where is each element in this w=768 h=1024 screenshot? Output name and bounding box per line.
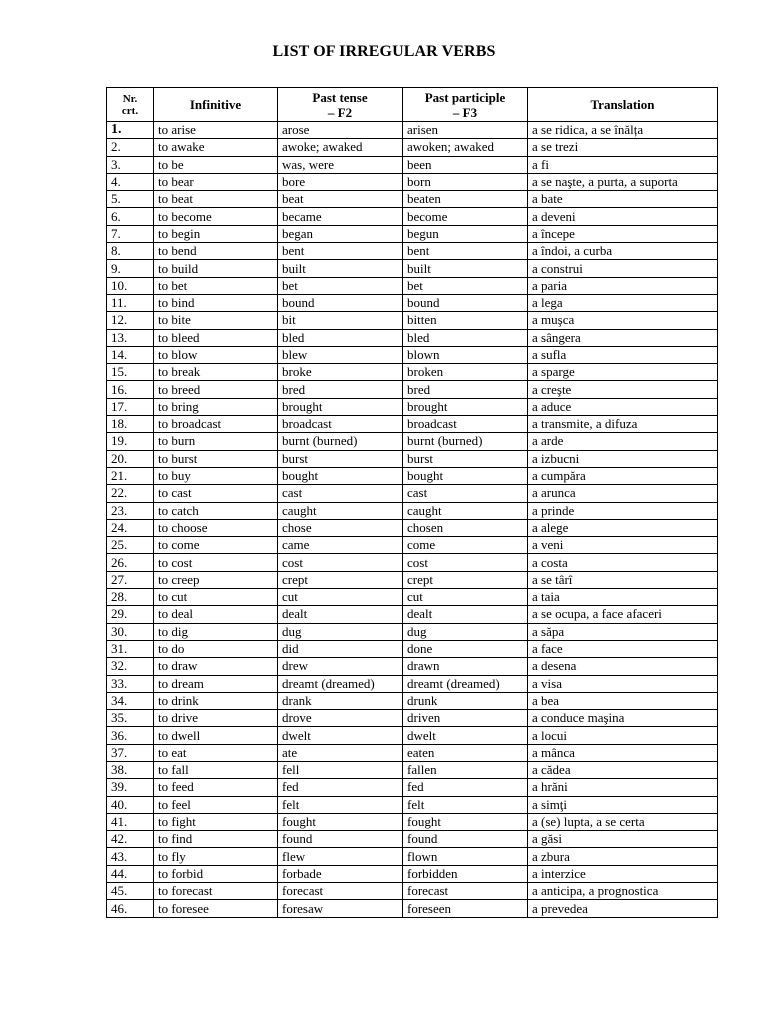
cell-nr: 8. <box>107 243 154 260</box>
cell-infinitive: to dream <box>154 675 278 692</box>
cell-infinitive: to forbid <box>154 865 278 882</box>
cell-infinitive: to become <box>154 208 278 225</box>
cell-translation: a face <box>528 640 718 657</box>
cell-translation: a hrăni <box>528 779 718 796</box>
cell-past-participle: cut <box>403 589 528 606</box>
cell-nr: 13. <box>107 329 154 346</box>
cell-past-participle: bet <box>403 277 528 294</box>
cell-infinitive: to come <box>154 537 278 554</box>
cell-past-participle: bought <box>403 467 528 484</box>
table-row <box>107 727 718 744</box>
table-row <box>107 675 718 692</box>
cell-nr: 34. <box>107 692 154 709</box>
cell-infinitive: to blow <box>154 346 278 363</box>
cell-nr: 46. <box>107 900 154 917</box>
cell-infinitive: to choose <box>154 519 278 536</box>
cell-past-participle: arisen <box>403 122 528 139</box>
table-row <box>107 122 718 139</box>
cell-infinitive: to build <box>154 260 278 277</box>
cell-translation: a se naşte, a purta, a suporta <box>528 173 718 190</box>
cell-past-participle: bitten <box>403 312 528 329</box>
table-row <box>107 225 718 242</box>
cell-infinitive: to arise <box>154 122 278 139</box>
cell-infinitive: to eat <box>154 744 278 761</box>
table-row <box>107 779 718 796</box>
cell-translation: a prinde <box>528 502 718 519</box>
cell-past-tense: drank <box>278 692 403 709</box>
cell-past-tense: cost <box>278 554 403 571</box>
cell-past-tense: cast <box>278 485 403 502</box>
cell-infinitive: to drink <box>154 692 278 709</box>
table-row <box>107 848 718 865</box>
cell-nr: 41. <box>107 813 154 830</box>
cell-past-participle: come <box>403 537 528 554</box>
table-row <box>107 761 718 778</box>
cell-translation: a construi <box>528 260 718 277</box>
cell-past-participle: bent <box>403 243 528 260</box>
cell-nr: 40. <box>107 796 154 813</box>
cell-past-participle: found <box>403 831 528 848</box>
cell-past-participle: broken <box>403 364 528 381</box>
cell-past-participle: drunk <box>403 692 528 709</box>
cell-nr: 35. <box>107 710 154 727</box>
cell-nr: 33. <box>107 675 154 692</box>
page-title: LIST OF IRREGULAR VERBS <box>272 43 496 60</box>
table-row <box>107 208 718 225</box>
cell-translation: a sparge <box>528 364 718 381</box>
cell-nr: 18. <box>107 416 154 433</box>
table-row <box>107 589 718 606</box>
cell-past-participle: caught <box>403 502 528 519</box>
cell-past-tense: began <box>278 225 403 242</box>
cell-translation: a prevedea <box>528 900 718 917</box>
header-past-participle: Past participle – F3 <box>403 88 528 122</box>
cell-translation: a anticipa, a prognostica <box>528 883 718 900</box>
cell-nr: 16. <box>107 381 154 398</box>
cell-infinitive: to foresee <box>154 900 278 917</box>
cell-past-participle: fed <box>403 779 528 796</box>
cell-past-participle: bred <box>403 381 528 398</box>
cell-infinitive: to burst <box>154 450 278 467</box>
cell-nr: 17. <box>107 398 154 415</box>
cell-nr: 36. <box>107 727 154 744</box>
cell-translation: a lega <box>528 294 718 311</box>
table-row <box>107 519 718 536</box>
cell-past-tense: bound <box>278 294 403 311</box>
cell-infinitive: to bet <box>154 277 278 294</box>
cell-past-tense: forecast <box>278 883 403 900</box>
table-row <box>107 467 718 484</box>
table-row <box>107 692 718 709</box>
table-row <box>107 364 718 381</box>
cell-nr: 6. <box>107 208 154 225</box>
table-row <box>107 416 718 433</box>
cell-translation: a săpa <box>528 623 718 640</box>
table-row <box>107 537 718 554</box>
cell-past-participle: felt <box>403 796 528 813</box>
cell-past-tense: foresaw <box>278 900 403 917</box>
cell-past-tense: crept <box>278 571 403 588</box>
table-row <box>107 710 718 727</box>
table-row <box>107 623 718 640</box>
cell-translation: a veni <box>528 537 718 554</box>
table-row <box>107 346 718 363</box>
table-row <box>107 191 718 208</box>
cell-infinitive: to do <box>154 640 278 657</box>
cell-translation: a visa <box>528 675 718 692</box>
table-row <box>107 571 718 588</box>
cell-nr: 45. <box>107 883 154 900</box>
cell-past-participle: dealt <box>403 606 528 623</box>
cell-past-tense: brought <box>278 398 403 415</box>
cell-past-tense: bred <box>278 381 403 398</box>
cell-past-participle: fought <box>403 813 528 830</box>
cell-infinitive: to buy <box>154 467 278 484</box>
cell-infinitive: to awake <box>154 139 278 156</box>
cell-past-tense: bore <box>278 173 403 190</box>
cell-nr: 21. <box>107 467 154 484</box>
cell-nr: 2. <box>107 139 154 156</box>
cell-past-participle: bled <box>403 329 528 346</box>
table-row <box>107 381 718 398</box>
cell-infinitive: to bring <box>154 398 278 415</box>
cell-past-participle: fallen <box>403 761 528 778</box>
cell-past-tense: bled <box>278 329 403 346</box>
cell-past-tense: burst <box>278 450 403 467</box>
cell-nr: 11. <box>107 294 154 311</box>
cell-nr: 23. <box>107 502 154 519</box>
cell-past-tense: became <box>278 208 403 225</box>
cell-translation: a cumpăra <box>528 467 718 484</box>
cell-infinitive: to cast <box>154 485 278 502</box>
cell-past-participle: born <box>403 173 528 190</box>
cell-past-participle: dwelt <box>403 727 528 744</box>
cell-translation: a mânca <box>528 744 718 761</box>
cell-nr: 26. <box>107 554 154 571</box>
table-row <box>107 173 718 190</box>
cell-past-participle: begun <box>403 225 528 242</box>
table-row <box>107 433 718 450</box>
cell-infinitive: to break <box>154 364 278 381</box>
cell-past-tense: fell <box>278 761 403 778</box>
table-row <box>107 312 718 329</box>
cell-past-participle: bound <box>403 294 528 311</box>
cell-translation: a arde <box>528 433 718 450</box>
cell-nr: 9. <box>107 260 154 277</box>
cell-translation: a se trezi <box>528 139 718 156</box>
cell-infinitive: to catch <box>154 502 278 519</box>
cell-nr: 39. <box>107 779 154 796</box>
cell-translation: a începe <box>528 225 718 242</box>
header-nr: Nr. crt. <box>107 88 154 122</box>
cell-translation: a creşte <box>528 381 718 398</box>
table-row <box>107 243 718 260</box>
cell-infinitive: to forecast <box>154 883 278 900</box>
cell-past-tense: broke <box>278 364 403 381</box>
cell-translation: a cădea <box>528 761 718 778</box>
cell-nr: 15. <box>107 364 154 381</box>
cell-translation: a taia <box>528 589 718 606</box>
cell-past-tense: built <box>278 260 403 277</box>
cell-past-participle: forecast <box>403 883 528 900</box>
cell-past-tense: bit <box>278 312 403 329</box>
cell-past-tense: bent <box>278 243 403 260</box>
cell-past-tense: dug <box>278 623 403 640</box>
cell-past-participle: beaten <box>403 191 528 208</box>
table-row <box>107 554 718 571</box>
cell-nr: 1. <box>107 122 154 139</box>
cell-past-tense: flew <box>278 848 403 865</box>
cell-infinitive: to bear <box>154 173 278 190</box>
cell-past-participle: eaten <box>403 744 528 761</box>
cell-translation: a bea <box>528 692 718 709</box>
table-row <box>107 398 718 415</box>
header-infinitive: Infinitive <box>154 88 278 122</box>
cell-translation: a conduce maşina <box>528 710 718 727</box>
cell-translation: a izbucni <box>528 450 718 467</box>
cell-past-tense: forbade <box>278 865 403 882</box>
cell-past-tense: bought <box>278 467 403 484</box>
irregular-verbs-table <box>106 87 718 918</box>
cell-translation: a alege <box>528 519 718 536</box>
table-header-row <box>107 88 718 122</box>
cell-infinitive: to drive <box>154 710 278 727</box>
cell-translation: a deveni <box>528 208 718 225</box>
cell-translation: a se ocupa, a face afaceri <box>528 606 718 623</box>
cell-past-tense: cut <box>278 589 403 606</box>
cell-infinitive: to creep <box>154 571 278 588</box>
cell-infinitive: to beat <box>154 191 278 208</box>
cell-past-participle: chosen <box>403 519 528 536</box>
cell-past-tense: chose <box>278 519 403 536</box>
cell-nr: 20. <box>107 450 154 467</box>
cell-nr: 7. <box>107 225 154 242</box>
cell-nr: 25. <box>107 537 154 554</box>
cell-past-participle: driven <box>403 710 528 727</box>
cell-translation: a interzice <box>528 865 718 882</box>
header-translation: Translation <box>528 88 718 122</box>
cell-past-participle: drawn <box>403 658 528 675</box>
cell-infinitive: to be <box>154 156 278 173</box>
cell-infinitive: to feed <box>154 779 278 796</box>
table-row <box>107 260 718 277</box>
cell-translation: a paria <box>528 277 718 294</box>
table-row <box>107 900 718 917</box>
cell-past-participle: cost <box>403 554 528 571</box>
cell-nr: 29. <box>107 606 154 623</box>
cell-translation: a costa <box>528 554 718 571</box>
cell-past-participle: flown <box>403 848 528 865</box>
cell-nr: 31. <box>107 640 154 657</box>
cell-infinitive: to find <box>154 831 278 848</box>
cell-infinitive: to cost <box>154 554 278 571</box>
cell-infinitive: to begin <box>154 225 278 242</box>
header-past-tense: Past tense – F2 <box>278 88 403 122</box>
cell-past-tense: arose <box>278 122 403 139</box>
table-row <box>107 640 718 657</box>
cell-past-tense: beat <box>278 191 403 208</box>
cell-infinitive: to fall <box>154 761 278 778</box>
cell-translation: a simţi <box>528 796 718 813</box>
cell-nr: 24. <box>107 519 154 536</box>
cell-translation: a (se) lupta, a se certa <box>528 813 718 830</box>
cell-infinitive: to dwell <box>154 727 278 744</box>
cell-past-participle: done <box>403 640 528 657</box>
table-row <box>107 502 718 519</box>
cell-translation: a muşca <box>528 312 718 329</box>
cell-past-participle: burst <box>403 450 528 467</box>
cell-nr: 38. <box>107 761 154 778</box>
cell-past-tense: burnt (burned) <box>278 433 403 450</box>
cell-past-participle: burnt (burned) <box>403 433 528 450</box>
cell-past-participle: cast <box>403 485 528 502</box>
cell-nr: 37. <box>107 744 154 761</box>
cell-past-tense: found <box>278 831 403 848</box>
cell-past-participle: foreseen <box>403 900 528 917</box>
cell-past-tense: dwelt <box>278 727 403 744</box>
cell-translation: a arunca <box>528 485 718 502</box>
cell-nr: 4. <box>107 173 154 190</box>
cell-nr: 10. <box>107 277 154 294</box>
cell-infinitive: to cut <box>154 589 278 606</box>
cell-past-tense: dealt <box>278 606 403 623</box>
cell-infinitive: to bind <box>154 294 278 311</box>
cell-nr: 27. <box>107 571 154 588</box>
cell-translation: a sângera <box>528 329 718 346</box>
cell-past-tense: was, were <box>278 156 403 173</box>
table-row <box>107 485 718 502</box>
cell-translation: a se târî <box>528 571 718 588</box>
cell-past-participle: dreamt (dreamed) <box>403 675 528 692</box>
cell-infinitive: to breed <box>154 381 278 398</box>
cell-past-participle: crept <box>403 571 528 588</box>
cell-translation: a aduce <box>528 398 718 415</box>
table-row <box>107 744 718 761</box>
cell-past-participle: blown <box>403 346 528 363</box>
cell-past-tense: drove <box>278 710 403 727</box>
cell-translation: a găsi <box>528 831 718 848</box>
cell-nr: 5. <box>107 191 154 208</box>
cell-translation: a desena <box>528 658 718 675</box>
cell-infinitive: to deal <box>154 606 278 623</box>
cell-infinitive: to fight <box>154 813 278 830</box>
cell-nr: 3. <box>107 156 154 173</box>
cell-past-tense: caught <box>278 502 403 519</box>
cell-past-tense: did <box>278 640 403 657</box>
table-row <box>107 139 718 156</box>
cell-nr: 44. <box>107 865 154 882</box>
table-row <box>107 277 718 294</box>
cell-nr: 32. <box>107 658 154 675</box>
cell-nr: 12. <box>107 312 154 329</box>
cell-infinitive: to dig <box>154 623 278 640</box>
cell-past-participle: brought <box>403 398 528 415</box>
cell-infinitive: to broadcast <box>154 416 278 433</box>
cell-infinitive: to bite <box>154 312 278 329</box>
cell-nr: 42. <box>107 831 154 848</box>
cell-infinitive: to bleed <box>154 329 278 346</box>
table-row <box>107 796 718 813</box>
table-row <box>107 329 718 346</box>
table-row <box>107 865 718 882</box>
table-row <box>107 294 718 311</box>
table-row <box>107 606 718 623</box>
cell-translation: a îndoi, a curba <box>528 243 718 260</box>
cell-infinitive: to burn <box>154 433 278 450</box>
table-row <box>107 156 718 173</box>
cell-translation: a locui <box>528 727 718 744</box>
cell-past-tense: bet <box>278 277 403 294</box>
cell-past-participle: dug <box>403 623 528 640</box>
table-row <box>107 813 718 830</box>
cell-past-participle: forbidden <box>403 865 528 882</box>
cell-translation: a sufla <box>528 346 718 363</box>
cell-nr: 14. <box>107 346 154 363</box>
cell-translation: a transmite, a difuza <box>528 416 718 433</box>
cell-nr: 22. <box>107 485 154 502</box>
cell-past-tense: broadcast <box>278 416 403 433</box>
table-row <box>107 658 718 675</box>
table-row <box>107 883 718 900</box>
cell-past-tense: blew <box>278 346 403 363</box>
cell-translation: a se ridica, a se înălța <box>528 122 718 139</box>
cell-past-tense: felt <box>278 796 403 813</box>
cell-past-participle: become <box>403 208 528 225</box>
cell-past-tense: fed <box>278 779 403 796</box>
cell-nr: 43. <box>107 848 154 865</box>
cell-infinitive: to draw <box>154 658 278 675</box>
cell-past-tense: drew <box>278 658 403 675</box>
cell-past-tense: awoke; awaked <box>278 139 403 156</box>
cell-past-participle: built <box>403 260 528 277</box>
cell-past-participle: awoken; awaked <box>403 139 528 156</box>
cell-translation: a zbura <box>528 848 718 865</box>
cell-past-tense: dreamt (dreamed) <box>278 675 403 692</box>
table-row <box>107 450 718 467</box>
cell-translation: a fi <box>528 156 718 173</box>
cell-past-tense: fought <box>278 813 403 830</box>
table-row <box>107 831 718 848</box>
cell-past-participle: broadcast <box>403 416 528 433</box>
cell-past-participle: been <box>403 156 528 173</box>
table-body <box>107 122 718 918</box>
cell-nr: 19. <box>107 433 154 450</box>
cell-translation: a bate <box>528 191 718 208</box>
cell-past-tense: ate <box>278 744 403 761</box>
cell-past-tense: came <box>278 537 403 554</box>
cell-infinitive: to fly <box>154 848 278 865</box>
cell-nr: 30. <box>107 623 154 640</box>
cell-infinitive: to feel <box>154 796 278 813</box>
cell-infinitive: to bend <box>154 243 278 260</box>
cell-nr: 28. <box>107 589 154 606</box>
